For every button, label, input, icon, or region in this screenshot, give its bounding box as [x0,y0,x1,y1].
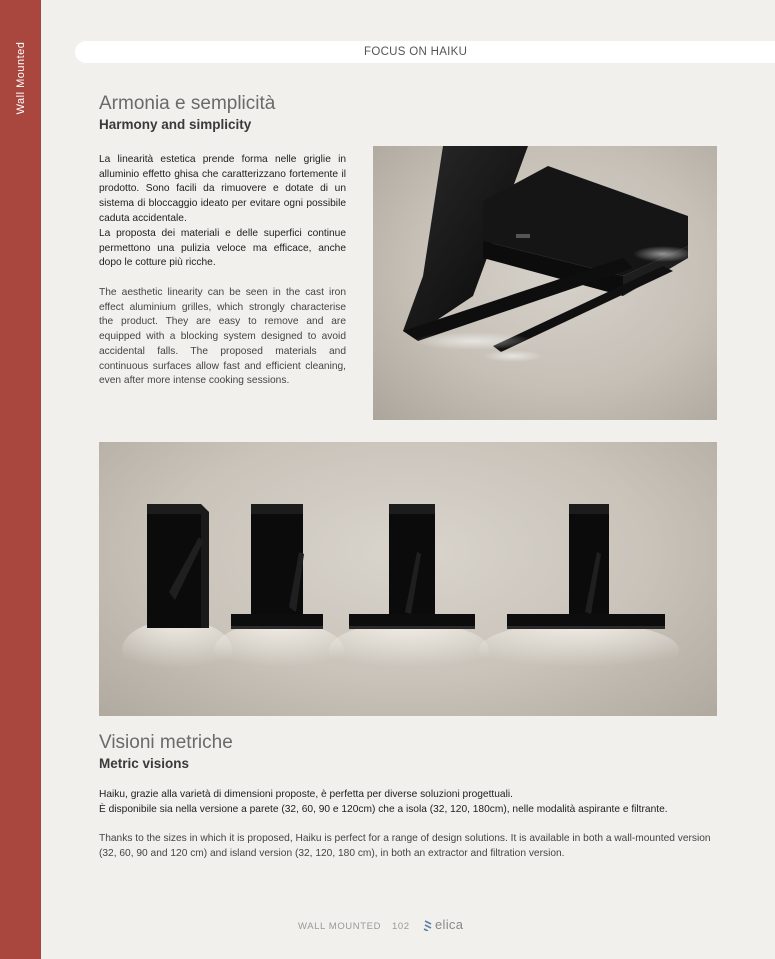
footer-section: WALL MOUNTED [298,921,382,932]
hood-closeup-illustration [373,146,717,420]
hood-32 [147,504,209,628]
hood-120 [507,504,665,629]
sidebar [0,0,41,959]
header-title: FOCUS ON HAIKU [364,46,468,58]
hood-60 [231,504,323,629]
section1-title-en: Harmony and simplicity [99,117,252,132]
section1-paragraph-it-1: La linearità estetica prende forma nelle griglie in alluminio effetto ghisa che caratterizzano fortemente il prodotto. Sono facili da rimuovere e dotate di un sistema di bloccaggio ideato per evitare ogni possibile caduta accidentale. [99,154,346,224]
brand-logo [423,917,463,932]
section1-title-it: Armonia e semplicità [99,93,276,114]
section2-title-en: Metric visions [99,756,190,771]
footer-page-number: 102 [392,921,410,932]
brand-name: elica [435,917,464,932]
section1-paragraph-en: The aesthetic linearity can be seen in the cast iron effect aluminium grilles, which strongly characterise the product. They are easy to remove and are equipped with a blocking system designed to avoid accidental falls. The proposed materials and continuous surfaces allow fast and efficient cleaning, even after more intense cooking sessions. [99,287,346,387]
sidebar-label: Wall Mounted [15,41,27,115]
section1-paragraph-it-2: La proposta dei materiali e delle superfici continue permettono una pulizia veloce ma efficace, anche dopo le cotture più ricche. [99,228,346,269]
elica-logo-icon [423,919,433,931]
hood-range-illustration [99,442,717,716]
section2-title-it: Visioni metriche [99,732,233,753]
section2-paragraph-en: Thanks to the sizes in which it is proposed, Haiku is perfect for a range of design solutions. It is available in both a wall-mounted version (32, 60, 90 and 120 cm) and island version (32, 120, 180 cm), in both an extractor and filtration version. [99,833,711,859]
product-photo-range [99,442,717,716]
product-photo-hood-closeup [373,146,717,420]
section2-line-it-2: È disponibile sia nella versione a parete (32, 60, 90 e 120cm) che a isola (32, 120, 180cm), nelle modalità aspirante e filtrante. [99,804,668,815]
hood-90 [349,504,475,629]
section2-line-it-1: Haiku, grazie alla varietà di dimensioni proposte, è perfetta per diverse soluzioni progettuali. [99,789,513,800]
